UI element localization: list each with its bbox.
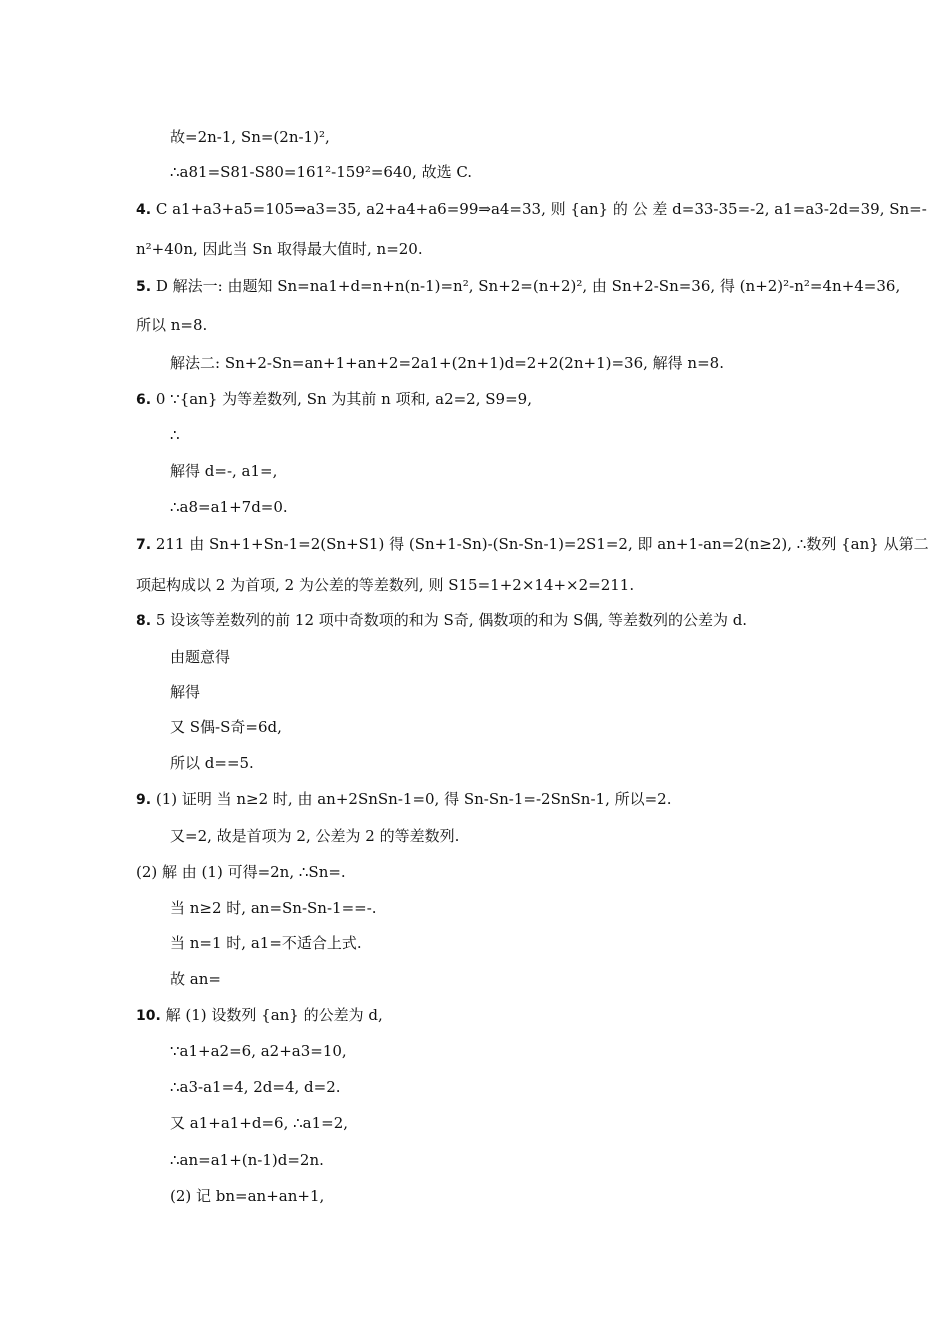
text-line: (2) 记 bn=an+an+1, [170,1187,325,1205]
item-7-line [136,533,929,556]
text-line: 当 n=1 时, a1=不适合上式. [170,934,362,952]
text-line: 当 n≥2 时, an=Sn-Sn-1==-. [170,899,377,917]
text-line: 又=2, 故是首项为 2, 公差为 2 的等差数列. [170,827,460,845]
item-text: 0 ∵{an} 为等差数列, Sn 为其前 n 项和, a2=2, S9=9, [155,390,532,408]
text-line: 故 an= [170,970,221,988]
item-5-line [136,275,900,298]
text-line: ∴a81=S81-S80=161²-159²=640, 故选 C. [170,163,473,181]
text-line: 所以 n=8. [136,316,208,334]
item-number: 10. [136,1008,161,1024]
item-number: 8. [136,613,152,629]
item-number: 5. [136,279,152,295]
item-number: 7. [136,537,152,553]
text-line: 又 S偶-S奇=6d, [170,718,282,736]
item-number: 9. [136,792,152,808]
item-text: D 解法一: 由题知 Sn=na1+d=n+n(n-1)=n², Sn+2=(n+2)², 由 Sn+2-Sn=36, 得 (n+2)²-n²=4n+4=36, [155,277,901,295]
text-line: ∴a8=a1+7d=0. [170,498,288,516]
text-line: 所以 d==5. [170,754,254,772]
item-text: (1) 证明 当 n≥2 时, 由 an+2SnSn-1=0, 得 Sn-Sn-1=-2SnSn-1, 所以=2. [155,790,672,808]
item-9-line [136,788,672,811]
item-text: C a1+a3+a5=105⇒a3=35, a2+a4+a6=99⇒a4=33, 则 {an} 的 公 差 d=33-35=-2, a1=a3-2d=39, Sn=- [155,200,927,218]
item-text: 211 由 Sn+1+Sn-1=2(Sn+S1) 得 (Sn+1-Sn)-(Sn-Sn-1)=2S1=2, 即 an+1-an=2(n≥2), ∴数列 {an} 从第二 [155,535,929,553]
item-number: 4. [136,202,152,218]
text-line: ∴a3-a1=4, 2d=4, d=2. [170,1078,341,1096]
text-line: 又 a1+a1+d=6, ∴a1=2, [170,1114,349,1132]
text-line: 项起构成以 2 为首项, 2 为公差的等差数列, 则 S15=1+2×14+×2=211. [136,576,635,594]
text-line: 解得 d=-, a1=, [170,462,278,480]
item-number: 6. [136,392,152,408]
text-line: 故=2n-1, Sn=(2n-1)², [170,128,330,146]
text-line: ∴an=a1+(n-1)d=2n. [170,1151,324,1169]
item-8-line [136,609,747,632]
item-4-line [136,198,927,221]
item-6-line [136,388,532,411]
text-line: 解得 [170,683,201,701]
item-10-line [136,1004,383,1027]
text-line: 由题意得 [170,648,231,666]
text-line: 解法二: Sn+2-Sn=an+1+an+2=2a1+(2n+1)d=2+2(2n+1)=36, 解得 n=8. [170,354,724,372]
text-line: ∴ [170,426,180,444]
item-text: 5 设该等差数列的前 12 项中奇数项的和为 S奇, 偶数项的和为 S偶, 等差数列的公差为 d. [155,611,748,629]
text-line: ∵a1+a2=6, a2+a3=10, [170,1042,347,1060]
item-text: 解 (1) 设数列 {an} 的公差为 d, [165,1006,383,1024]
text-line: n²+40n, 因此当 Sn 取得最大值时, n=20. [136,240,423,258]
text-line: (2) 解 由 (1) 可得=2n, ∴Sn=. [136,863,346,881]
